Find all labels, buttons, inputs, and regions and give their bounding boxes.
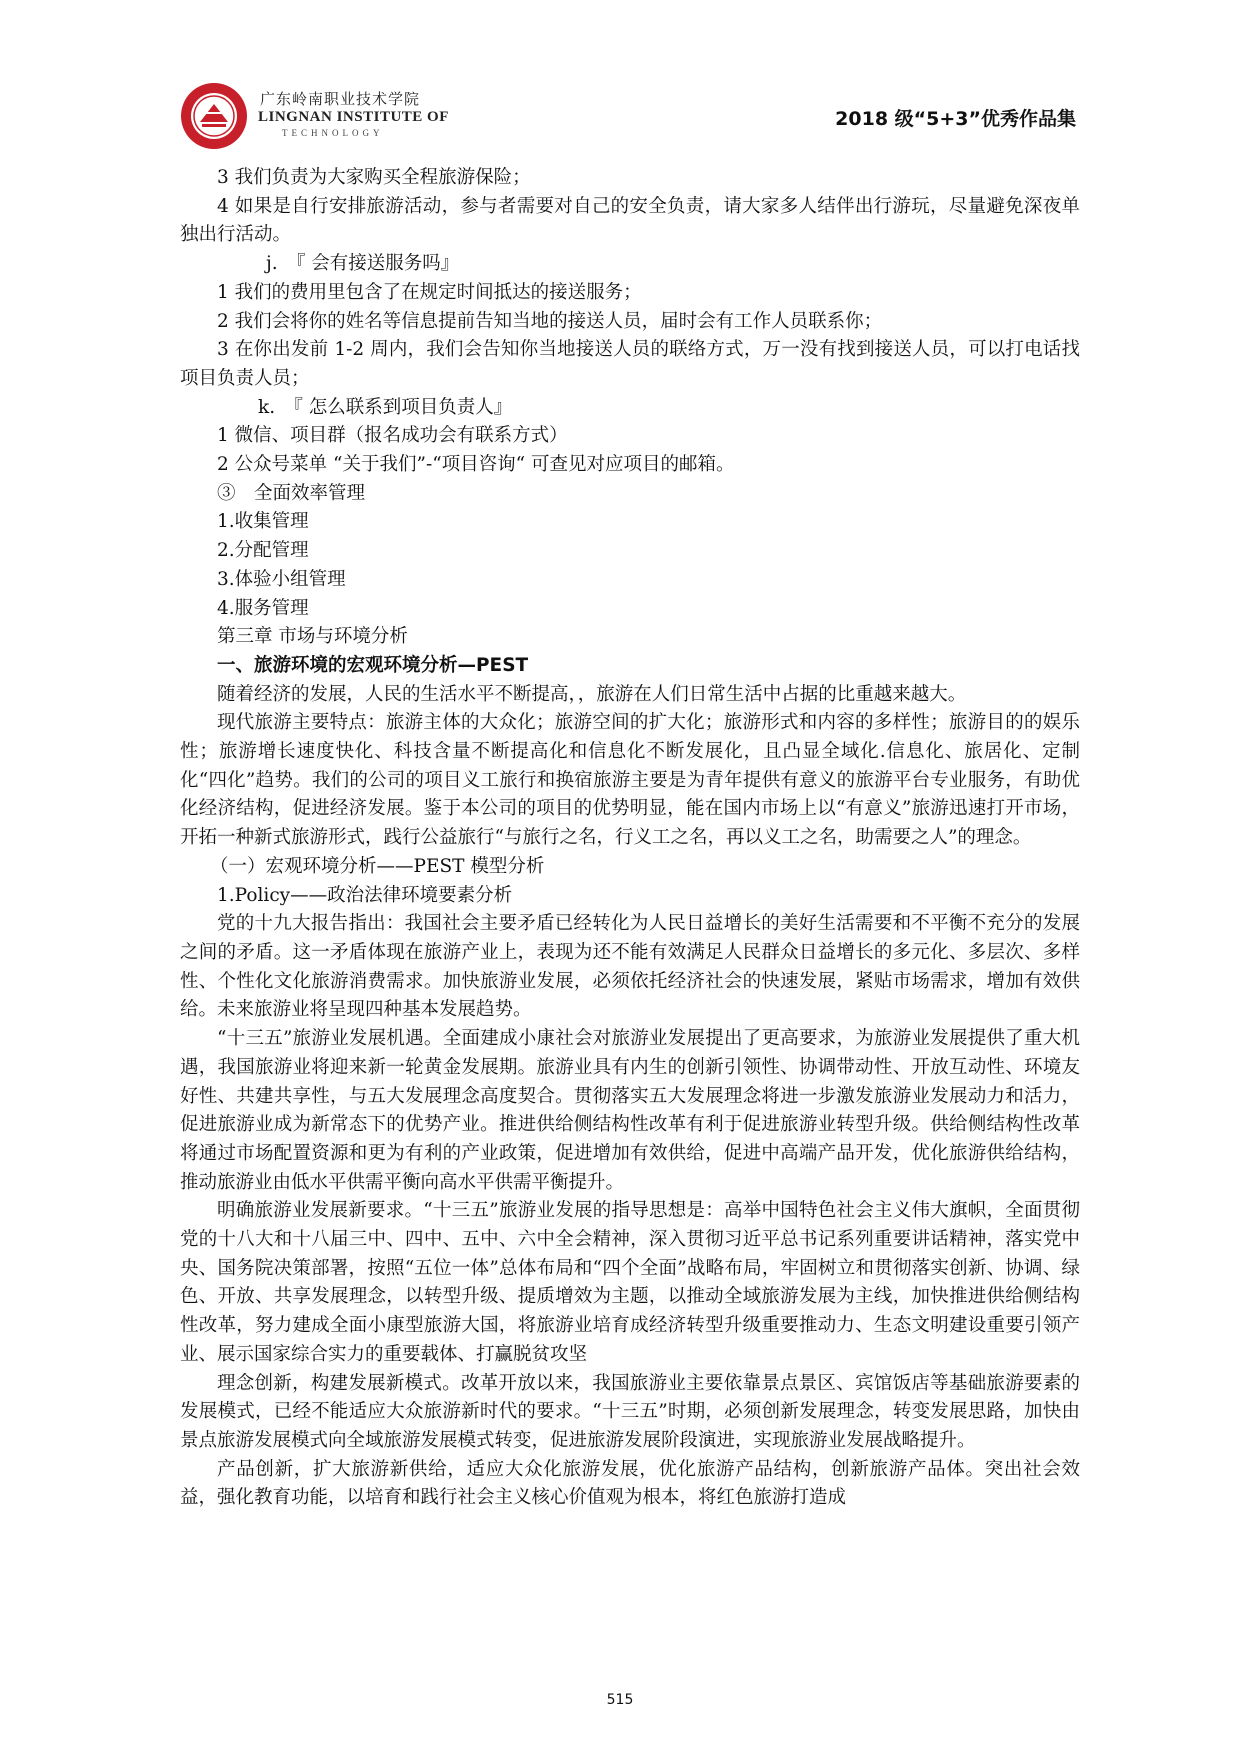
institution-name-en: LINGNAN INSTITUTE OF [258, 109, 449, 125]
section-heading: 一、旅游环境的宏观环境分析—PEST [217, 654, 529, 676]
list-item: 2.分配管理 [217, 540, 309, 562]
paragraph: 2 公众号菜单 “关于我们”-“项目咨询“ 可查见对应项目的邮箱。 [217, 454, 735, 476]
list-item: 4.服务管理 [217, 597, 309, 619]
paragraph: 2 我们会将你的姓名等信息提前告知当地的接送人员，届时会有工作人员联系你； [217, 310, 883, 332]
list-item: 3.体验小组管理 [217, 568, 346, 590]
list-heading: k. 『 怎么联系到项目负责人』 [258, 396, 513, 418]
subsection-heading: 1.Policy——政治法律环境要素分析 [217, 884, 513, 906]
paragraph: 现代旅游主要特点：旅游主体的大众化；旅游空间的扩大化；旅游形式和内容的多样性；旅游目的的娱乐性；旅游增长速度快化、科技含量不断提高化和信息化不断发展化，且凸显全域化.信息化、旅居化、定制化“四化”趋势。我们的公司的项目义工旅行和换宿旅游主要是为青年提供有意义的旅游平台专业服务，有助优化经济结构，促进经济发展。鉴于本公司的项目的优势明显，能在国内市场上以“有意义”旅游迅速打开市场，开拓一种新式旅游形式，践行公益旅行“与旅行之名，行义工之名，再以义工之名，助需要之人”的理念。 [180, 712, 1080, 849]
institution-name-cn: 广东岭南职业技术学院 [260, 90, 421, 108]
section-heading: ③ 全面效率管理 [217, 482, 366, 504]
paragraph: 1 微信、项目群（报名成功会有联系方式） [217, 425, 568, 447]
chapter-heading: 第三章 市场与环境分析 [217, 626, 408, 648]
paragraph: 3 我们负责为大家购买全程旅游保险； [217, 167, 531, 188]
institution-name-technology: TECHNOLOGY [282, 128, 384, 138]
subsection-heading: （一）宏观环境分析——PEST 模型分析 [210, 855, 545, 877]
school-seal-icon [180, 82, 248, 150]
paragraph: 随着经济的发展，人民的生活水平不断提高，，旅游在人们日常生活中占据的比重越来越大。 [217, 683, 967, 705]
collection-title: 2018 级“5+3”优秀作品集 [835, 108, 1076, 130]
page-number: 515 [606, 1692, 634, 1708]
document-body [180, 164, 1080, 1513]
paragraph: 明确旅游业发展新要求。“十三五”旅游业发展的指导思想是：高举中国特色社会主义伟大旗帜，全面贯彻党的十八大和十八届三中、四中、五中、六中全会精神，深入贯彻习近平总书记系列重要讲话精神，落实党中央、国务院决策部署，按照“五位一体”总体布局和“四个全面”战略布局，牢固树立和贯彻落实创新、协调、绿色、开放、共享发展理念，以转型升级、提质增效为主题，以推动全域旅游发展为主线，加快推进供给侧结构性改革，努力建成全面小康型旅游大国，将旅游业培育成经济转型升级重要推动力、生态文明建设重要引领产业、展示国家综合实力的重要载体、打赢脱贫攻坚 [180, 1200, 1080, 1365]
paragraph: 理念创新，构建发展新模式。改革开放以来，我国旅游业主要依靠景点景区、宾馆饭店等基础旅游要素的发展模式，已经不能适应大众旅游新时代的要求。“十三五”时期，必须创新发展理念，转变发展思路，加快由景点旅游发展模式向全域旅游发展模式转变，促进旅游发展阶段演进，实现旅游业发展战略提升。 [180, 1372, 1080, 1451]
paragraph: 党的十九大报告指出：我国社会主要矛盾已经转化为人民日益增长的美好生活需要和不平衡不充分的发展之间的矛盾。这一矛盾体现在旅游产业上，表现为还不能有效满足人民群众日益增长的多元化、多层次、多样性、个性化文化旅游消费需求。加快旅游业发展，必须依托经济社会的快速发展，紧贴市场需求，增加有效供给。未来旅游业将呈现四种基本发展趋势。 [180, 913, 1080, 1021]
list-item: 1.收集管理 [217, 511, 309, 533]
paragraph: 1 我们的费用里包含了在规定时间抵达的接送服务； [217, 281, 642, 303]
page-header [168, 78, 1088, 148]
paragraph: 产品创新，扩大旅游新供给，适应大众化旅游发展，优化旅游产品结构，创新旅游产品体。突出社会效益，强化教育功能，以培育和践行社会主义核心价值观为根本，将红色旅游打造成 [180, 1458, 1080, 1509]
paragraph: “十三五”旅游业发展机遇。全面建成小康社会对旅游业发展提出了更高要求，为旅游业发展提供了重大机遇，我国旅游业将迎来新一轮黄金发展期。旅游业具有内生的创新引领性、协调带动性、开放互动性、环境友好性、共建共享性，与五大发展理念高度契合。贯彻落实五大发展理念将进一步激发旅游业发展动力和活力，促进旅游业成为新常态下的优势产业。推进供给侧结构性改革有利于促进旅游业转型升级。供给侧结构性改革将通过市场配置资源和更为有利的产业政策，促进增加有效供给，促进中高端产品开发，优化旅游供给结构，推动旅游业由低水平供需平衡向高水平供需平衡提升。 [180, 1028, 1080, 1193]
list-heading: j. 『 会有接送服务吗』 [266, 253, 460, 275]
paragraph: 4 如果是自行安排旅游活动，参与者需要对自己的安全负责，请大家多人结伴出行游玩，尽量避免深夜单独出行活动。 [180, 195, 1080, 246]
paragraph: 3 在你出发前 1-2 周内，我们会告知你当地接送人员的联络方式，万一没有找到接送人员，可以打电话找项目负责人员； [180, 339, 1080, 389]
